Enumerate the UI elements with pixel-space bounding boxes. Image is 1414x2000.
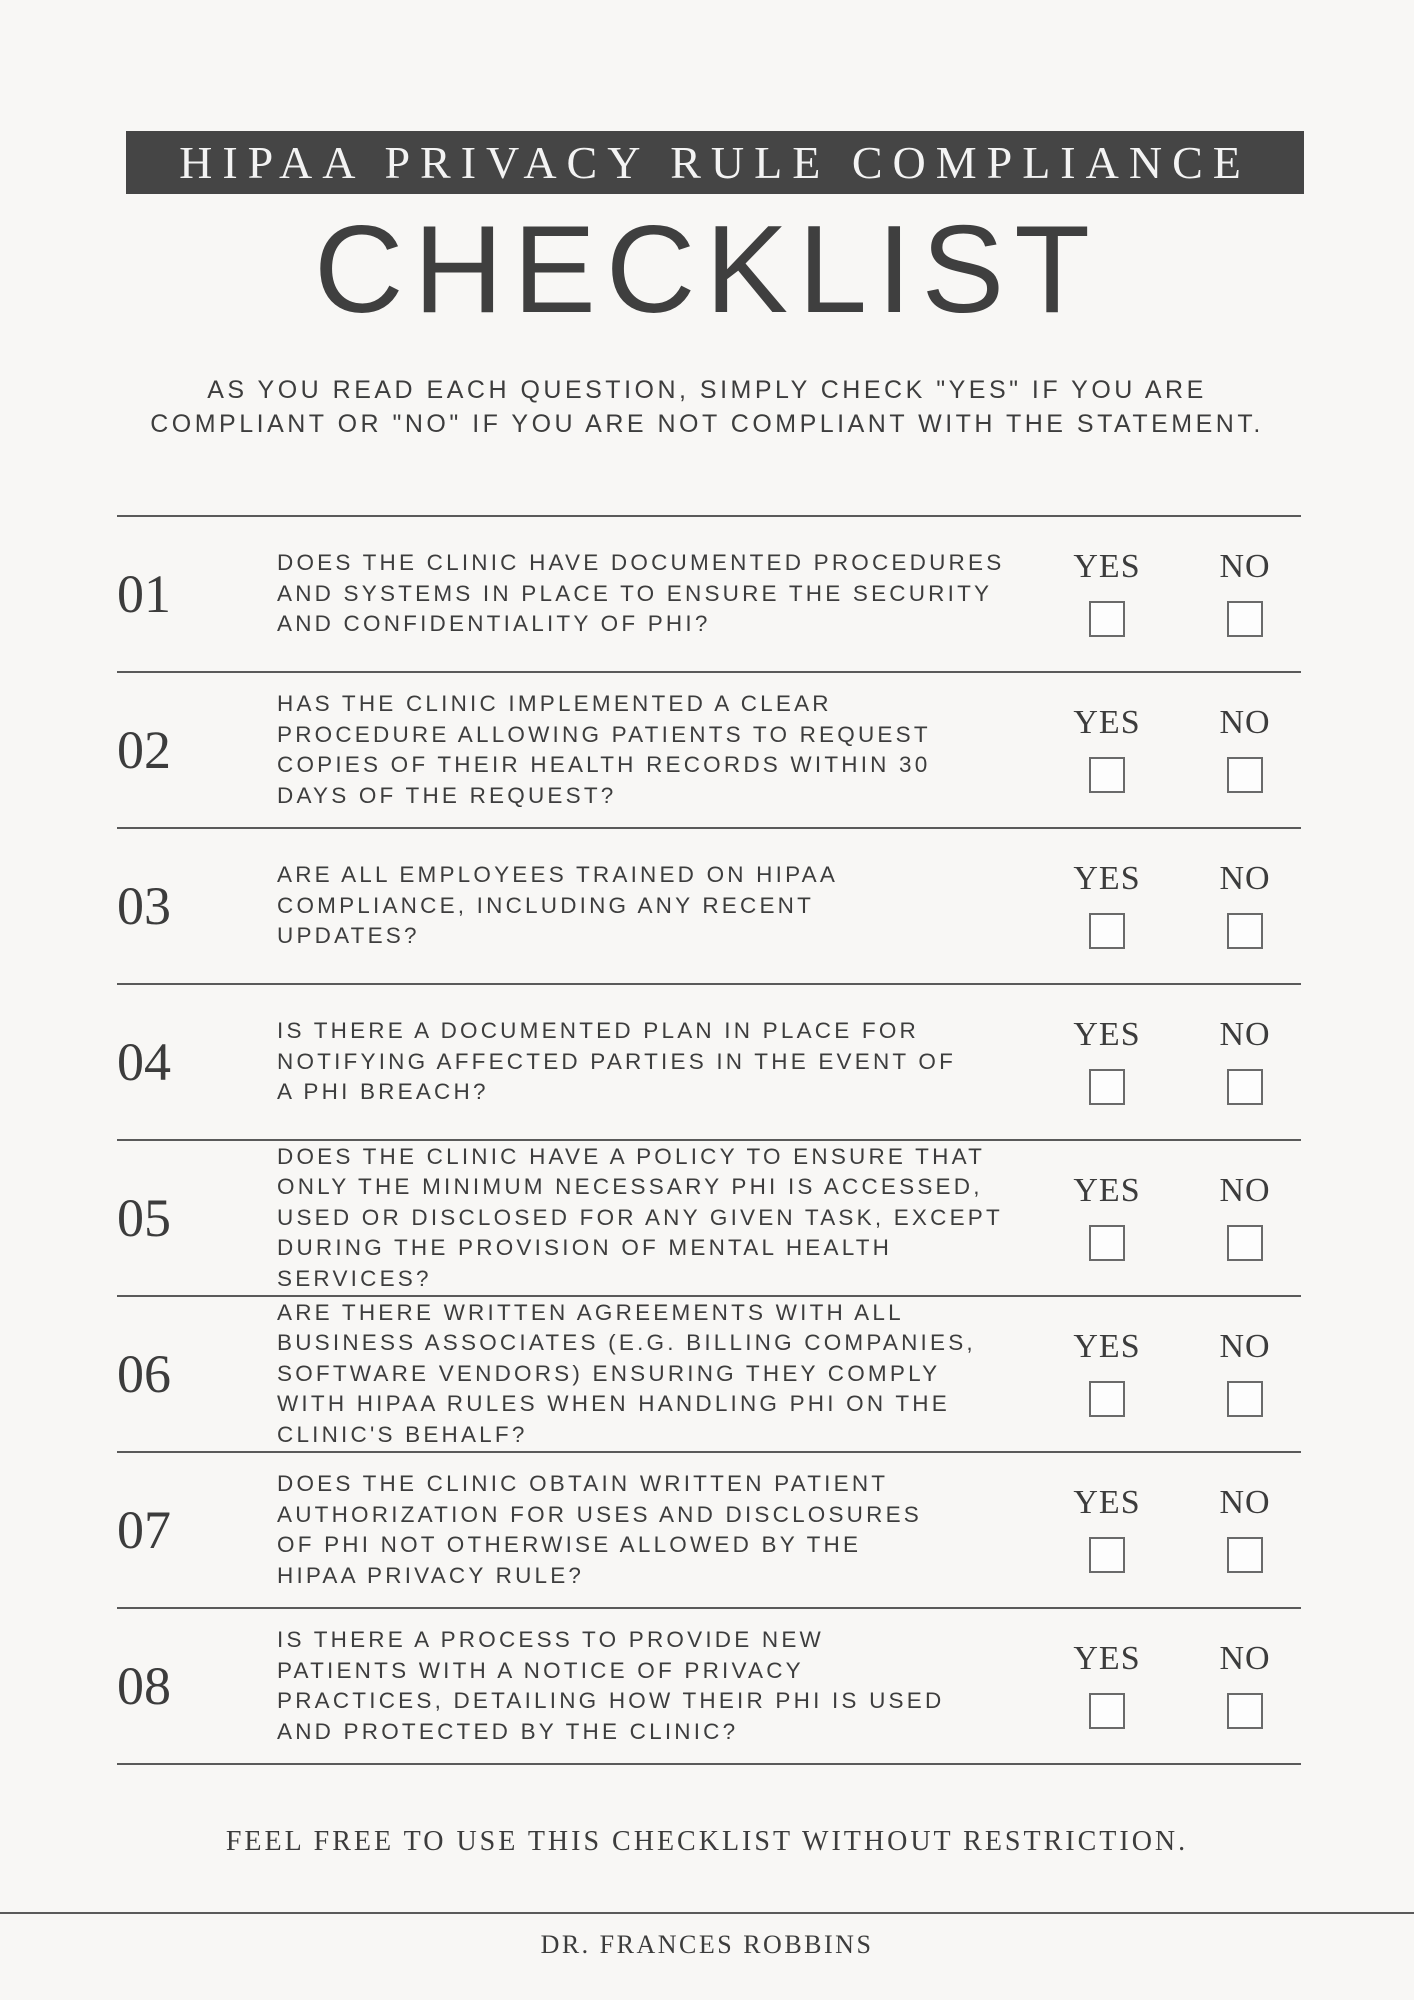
question-line: CLINIC'S BEHALF? bbox=[277, 1421, 528, 1447]
yes-label: YES bbox=[1073, 548, 1141, 585]
item-question bbox=[277, 1609, 1157, 1763]
yes-label: YES bbox=[1073, 704, 1141, 741]
no-checkbox[interactable] bbox=[1227, 1069, 1263, 1105]
no-label: NO bbox=[1219, 548, 1271, 585]
yes-option bbox=[1062, 1327, 1152, 1417]
item-number: 08 bbox=[117, 1656, 171, 1716]
yes-checkbox[interactable] bbox=[1089, 1381, 1125, 1417]
instructions-line: AS YOU READ EACH QUESTION, SIMPLY CHECK "YES" IF YOU ARE bbox=[207, 376, 1207, 404]
no-label: NO bbox=[1219, 1484, 1271, 1521]
question-line: DOES THE CLINIC OBTAIN WRITTEN PATIENT bbox=[277, 1471, 889, 1496]
checklist-item bbox=[117, 673, 1301, 827]
row-divider bbox=[117, 1763, 1301, 1765]
no-label: NO bbox=[1219, 1328, 1271, 1365]
no-checkbox[interactable] bbox=[1227, 757, 1263, 793]
question-line: SOFTWARE VENDORS) ENSURING THEY COMPLY bbox=[277, 1360, 941, 1386]
item-number: 07 bbox=[117, 1500, 171, 1560]
item-number: 05 bbox=[117, 1188, 171, 1248]
question-line: HAS THE CLINIC IMPLEMENTED A CLEAR bbox=[277, 691, 832, 716]
instructions-line: COMPLIANT OR "NO" IF YOU ARE NOT COMPLIANT WITH THE STATEMENT. bbox=[150, 410, 1264, 438]
no-option bbox=[1200, 547, 1290, 637]
item-question bbox=[277, 1453, 1157, 1607]
no-checkbox[interactable] bbox=[1227, 601, 1263, 637]
no-option bbox=[1200, 1483, 1290, 1573]
question-line: UPDATES? bbox=[277, 923, 420, 949]
question-line: AND CONFIDENTIALITY OF PHI? bbox=[277, 611, 711, 637]
yes-label: YES bbox=[1073, 860, 1141, 897]
yes-checkbox[interactable] bbox=[1089, 1225, 1125, 1261]
no-checkbox[interactable] bbox=[1227, 913, 1263, 949]
question-line: IS THERE A PROCESS TO PROVIDE NEW bbox=[277, 1627, 824, 1652]
no-label: NO bbox=[1219, 704, 1271, 741]
question-line: USED OR DISCLOSED FOR ANY GIVEN TASK, EXCEPT bbox=[277, 1204, 1003, 1230]
checklist-item bbox=[117, 517, 1301, 671]
no-label: NO bbox=[1219, 1640, 1271, 1677]
yes-label: YES bbox=[1073, 1016, 1141, 1053]
question-line: COMPLIANCE, INCLUDING ANY RECENT bbox=[277, 892, 815, 918]
no-checkbox[interactable] bbox=[1227, 1537, 1263, 1573]
no-option bbox=[1200, 1327, 1290, 1417]
question-line: PROCEDURE ALLOWING PATIENTS TO REQUEST bbox=[277, 721, 931, 747]
question-line: PATIENTS WITH A NOTICE OF PRIVACY bbox=[277, 1657, 804, 1683]
checklist-item bbox=[117, 1297, 1301, 1451]
item-question bbox=[277, 673, 1157, 827]
question-line: IS THERE A DOCUMENTED PLAN IN PLACE FOR bbox=[277, 1018, 919, 1044]
item-number: 03 bbox=[117, 876, 171, 936]
item-question bbox=[277, 1297, 1157, 1451]
yes-label: YES bbox=[1073, 1328, 1141, 1365]
item-question bbox=[277, 829, 1157, 983]
checklist-item bbox=[117, 829, 1301, 983]
question-line: BUSINESS ASSOCIATES (E.G. BILLING COMPANIES, bbox=[277, 1330, 976, 1356]
question-line: AND SYSTEMS IN PLACE TO ENSURE THE SECURITY bbox=[277, 580, 993, 606]
yes-option bbox=[1062, 859, 1152, 949]
yes-option bbox=[1062, 703, 1152, 793]
item-number: 04 bbox=[117, 1032, 171, 1092]
item-number: 01 bbox=[117, 564, 171, 624]
no-checkbox[interactable] bbox=[1227, 1693, 1263, 1729]
question-line: DURING THE PROVISION OF MENTAL HEALTH bbox=[277, 1235, 893, 1261]
author-name: DR. FRANCES ROBBINS bbox=[540, 1930, 874, 1959]
question-line: OF PHI NOT OTHERWISE ALLOWED BY THE bbox=[277, 1532, 862, 1557]
no-checkbox[interactable] bbox=[1227, 1381, 1263, 1417]
yes-checkbox[interactable] bbox=[1089, 1537, 1125, 1573]
question-line: DOES THE CLINIC HAVE DOCUMENTED PROCEDURES bbox=[277, 550, 1005, 576]
item-question bbox=[277, 985, 1157, 1139]
no-option bbox=[1200, 1015, 1290, 1105]
yes-option bbox=[1062, 1639, 1152, 1729]
checklist-item bbox=[117, 1609, 1301, 1763]
footer-note: FEEL FREE TO USE THIS CHECKLIST WITHOUT RESTRICTION. bbox=[225, 1826, 1189, 1857]
checklist-item bbox=[117, 1453, 1301, 1607]
question-line: ARE ALL EMPLOYEES TRAINED ON HIPAA bbox=[277, 862, 839, 888]
yes-checkbox[interactable] bbox=[1089, 757, 1125, 793]
question-line: NOTIFYING AFFECTED PARTIES IN THE EVENT OF bbox=[277, 1048, 957, 1074]
yes-label: YES bbox=[1073, 1172, 1141, 1209]
yes-checkbox[interactable] bbox=[1089, 913, 1125, 949]
item-question bbox=[277, 517, 1157, 671]
banner-text: HIPAA PRIVACY RULE COMPLIANCE bbox=[179, 137, 1251, 188]
yes-label: YES bbox=[1073, 1484, 1141, 1521]
no-checkbox[interactable] bbox=[1227, 1225, 1263, 1261]
no-label: NO bbox=[1219, 860, 1271, 897]
yes-option bbox=[1062, 1015, 1152, 1105]
question-line: A PHI BREACH? bbox=[277, 1079, 489, 1105]
no-option bbox=[1200, 859, 1290, 949]
title-banner bbox=[126, 131, 1304, 194]
yes-label: YES bbox=[1073, 1640, 1141, 1677]
page-title: CHECKLIST bbox=[314, 201, 1100, 339]
no-option bbox=[1200, 703, 1290, 793]
instructions bbox=[80, 373, 1334, 441]
footer-divider bbox=[0, 1912, 1414, 1914]
question-line: ONLY THE MINIMUM NECESSARY PHI IS ACCESSED, bbox=[277, 1174, 983, 1200]
item-question bbox=[277, 1141, 1157, 1295]
yes-checkbox[interactable] bbox=[1089, 1693, 1125, 1729]
question-line: AUTHORIZATION FOR USES AND DISCLOSURES bbox=[277, 1501, 922, 1527]
question-line: WITH HIPAA RULES WHEN HANDLING PHI ON THE bbox=[277, 1391, 950, 1417]
yes-option bbox=[1062, 547, 1152, 637]
no-option bbox=[1200, 1171, 1290, 1261]
yes-checkbox[interactable] bbox=[1089, 601, 1125, 637]
question-line: HIPAA PRIVACY RULE? bbox=[277, 1562, 585, 1588]
checklist-item bbox=[117, 985, 1301, 1139]
question-line: COPIES OF THEIR HEALTH RECORDS WITHIN 30 bbox=[277, 752, 931, 777]
question-line: SERVICES? bbox=[277, 1265, 432, 1291]
question-line: ARE THERE WRITTEN AGREEMENTS WITH ALL bbox=[277, 1299, 904, 1325]
yes-option bbox=[1062, 1483, 1152, 1573]
yes-checkbox[interactable] bbox=[1089, 1069, 1125, 1105]
yes-option bbox=[1062, 1171, 1152, 1261]
item-number: 02 bbox=[117, 720, 171, 780]
checklist-item bbox=[117, 1141, 1301, 1295]
item-number: 06 bbox=[117, 1344, 171, 1404]
no-label: NO bbox=[1219, 1172, 1271, 1209]
question-line: DOES THE CLINIC HAVE A POLICY TO ENSURE THAT bbox=[277, 1143, 986, 1169]
question-line: DAYS OF THE REQUEST? bbox=[277, 782, 617, 808]
no-option bbox=[1200, 1639, 1290, 1729]
no-label: NO bbox=[1219, 1016, 1271, 1053]
question-line: AND PROTECTED BY THE CLINIC? bbox=[277, 1718, 739, 1744]
question-line: PRACTICES, DETAILING HOW THEIR PHI IS USED bbox=[277, 1688, 945, 1713]
